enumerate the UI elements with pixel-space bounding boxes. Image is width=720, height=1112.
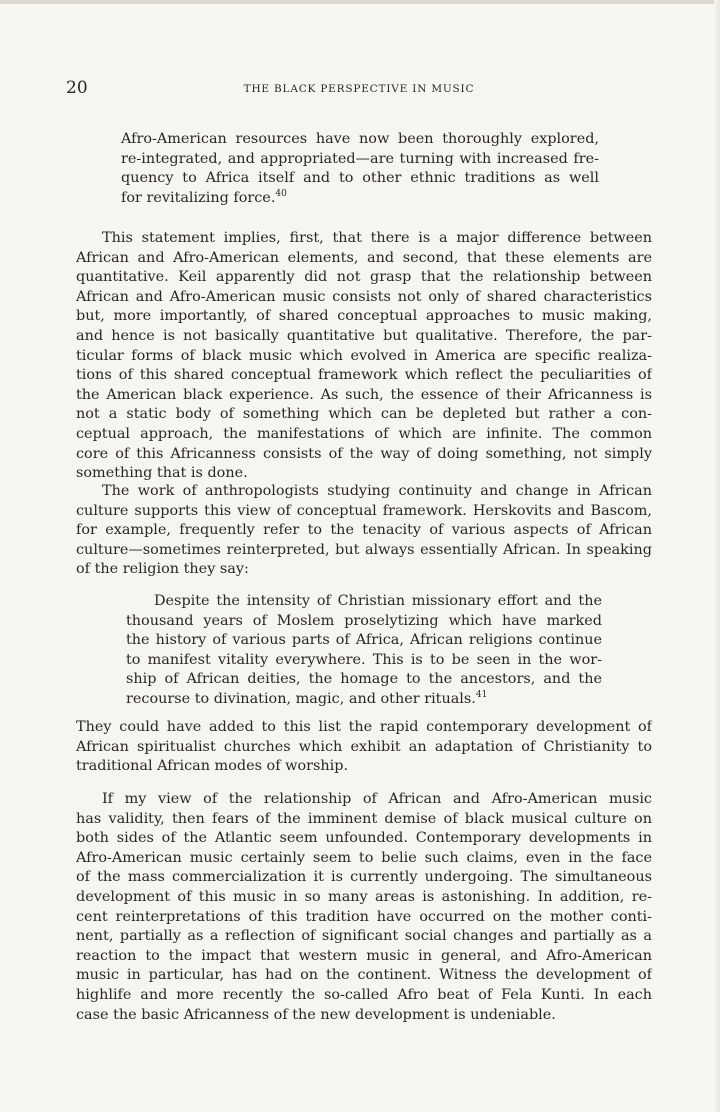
quote-line: the history of various parts of Africa, African religions continue bbox=[126, 632, 602, 649]
running-head: THE BLACK PERSPECTIVE IN MUSIC bbox=[243, 83, 475, 95]
quote-line: re-integrated, and appropriated—are turning with increased fre- bbox=[121, 150, 599, 167]
block-quote-2 bbox=[126, 592, 602, 710]
paragraph-line: development of this music in so many areas is astonishing. In addition, re- bbox=[76, 888, 652, 905]
footnote-ref-40: 40 bbox=[275, 188, 287, 199]
paragraph-line: culture supports this view of conceptual framework. Herskovits and Bascom, bbox=[76, 502, 652, 519]
paragraph-line: nent, partially as a reflection of significant social changes and partially as a bbox=[76, 928, 652, 945]
quote-line: to manifest vitality everywhere. This is to be seen in the wor- bbox=[126, 651, 602, 668]
paragraph-line: both sides of the Atlantic seem unfounded. Contemporary developments in bbox=[76, 830, 652, 847]
paragraph-4 bbox=[76, 790, 652, 1025]
page-number: 20 bbox=[66, 78, 88, 98]
page-right-edge bbox=[714, 0, 720, 1112]
paragraph-line: something that is done. bbox=[76, 465, 248, 482]
paragraph-line: culture—sometimes reinterpreted, but always essentially African. In speaking bbox=[76, 541, 652, 558]
paragraph-line: music in particular, has had on the continent. Witness the development of bbox=[76, 967, 652, 984]
paragraph-line: but, more importantly, of shared conceptual approaches to music making, bbox=[76, 308, 652, 325]
quote-line: quency to Africa itself and to other ethnic traditions as well bbox=[121, 170, 599, 187]
paragraph-line: case the basic Africanness of the new development is undeniable. bbox=[76, 1006, 556, 1023]
quote-last-line bbox=[126, 690, 602, 710]
paragraph-line: African and Afro-American elements, and second, that these elements are bbox=[76, 249, 652, 266]
paragraph-line: core of this Africanness consists of the way of doing something, not simply bbox=[76, 445, 652, 462]
paragraph-line: traditional African modes of worship. bbox=[76, 758, 349, 775]
paragraph-line: ceptual approach, the manifestations of which are infinite. The common bbox=[76, 425, 652, 442]
paragraph-line: Afro-American music certainly seem to belie such claims, even in the face bbox=[76, 849, 652, 866]
paragraph-line: reaction to the impact that western music in general, and Afro-American bbox=[76, 947, 652, 964]
page-top-edge bbox=[0, 0, 720, 4]
paragraph-line: They could have added to this list the rapid contemporary development of bbox=[76, 719, 652, 735]
paragraph-line: If my view of the relationship of African and Afro-American music bbox=[102, 791, 652, 807]
paragraph-line: The work of anthropologists studying continuity and change in African bbox=[102, 483, 652, 499]
page-header bbox=[66, 76, 652, 100]
block-quote-1 bbox=[121, 130, 599, 208]
paragraph-line: African and Afro-American music consists not only of shared characteristics bbox=[76, 288, 652, 305]
quote-line: Afro-American resources have now been thoroughly explored, bbox=[121, 131, 599, 147]
quote-last-line bbox=[121, 189, 599, 209]
footnote-ref-41: 41 bbox=[475, 690, 488, 701]
paragraph-1 bbox=[76, 229, 652, 484]
paragraph-line: ticular forms of black music which evolved in America are specific realiza- bbox=[76, 347, 652, 364]
paragraph-line: quantitative. Keil apparently did not grasp that the relationship between bbox=[76, 269, 652, 286]
paragraph-line: highlife and more recently the so-called Afro beat of Fela Kunti. In each bbox=[76, 986, 652, 1003]
paragraph-line: the American black experience. As such, the essence of their Africanness is bbox=[76, 386, 652, 403]
paragraph-line: African spiritualist churches which exhibit an adaptation of Christianity to bbox=[76, 738, 652, 755]
paragraph-line: tions of this shared conceptual framework which reflect the peculiarities of bbox=[76, 367, 652, 384]
paragraph-2 bbox=[76, 482, 652, 580]
paragraph-line: cent reinterpretations of this tradition have occurred on the mother conti- bbox=[76, 908, 652, 925]
paragraph-line: of the religion they say: bbox=[76, 561, 249, 578]
paragraph-line: and hence is not basically quantitative but qualitative. Therefore, the par- bbox=[76, 327, 652, 344]
quote-line: thousand years of Moslem proselytizing which have marked bbox=[126, 612, 602, 629]
paragraph-3 bbox=[76, 718, 652, 777]
paragraph-line: not a static body of something which can be depleted but rather a con- bbox=[76, 406, 652, 423]
quote-line-text: recourse to divination, magic, and other rituals. bbox=[126, 690, 476, 707]
quote-line: Despite the intensity of Christian missionary effort and the bbox=[154, 593, 602, 609]
paragraph-line: of the mass commercialization it is currently undergoing. The simultaneous bbox=[76, 869, 652, 886]
quote-line: ship of African deities, the homage to the ancestors, and the bbox=[126, 671, 602, 688]
quote-line-text: for revitalizing force. bbox=[121, 189, 276, 206]
paragraph-line: has validity, then fears of the imminent demise of black musical culture on bbox=[76, 810, 652, 827]
paragraph-line: for example, frequently refer to the tenacity of various aspects of African bbox=[76, 522, 652, 539]
paragraph-line: This statement implies, first, that there is a major difference between bbox=[102, 230, 652, 246]
